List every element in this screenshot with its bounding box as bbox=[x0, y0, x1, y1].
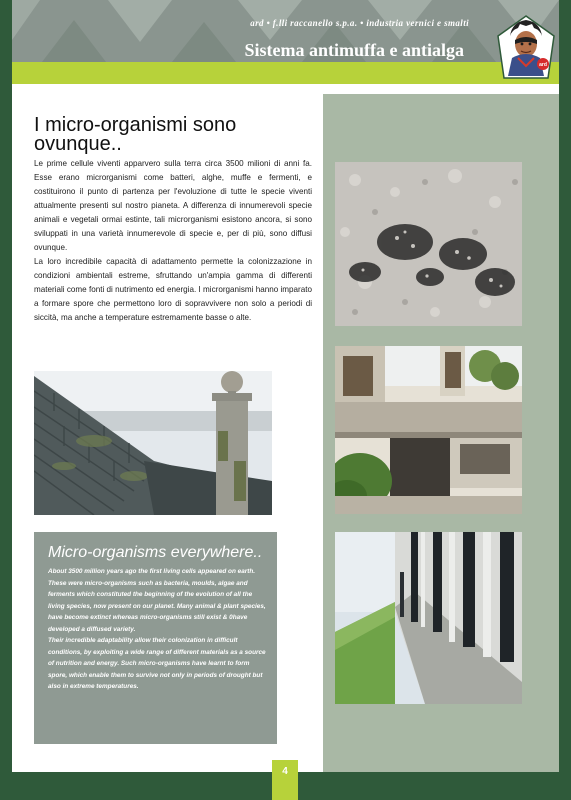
header-lime-band bbox=[12, 62, 559, 84]
page-border-right bbox=[559, 0, 571, 800]
english-summary-title: Micro-organisms everywhere.. bbox=[48, 544, 263, 561]
article-heading: I micro-organismi sono ovunque.. bbox=[34, 114, 237, 155]
english-summary-box bbox=[34, 532, 277, 744]
header-band bbox=[12, 0, 559, 62]
mould-texture-photo bbox=[335, 162, 522, 326]
article-paragraph: La loro incredibile capacità di adattamento permette la colonizzazione in condizioni ambientali estreme, sfruttando un'ampia gamma di differenti materiali come fonti di nutrimento ed energia. I microrganismi hanno imparato a formare spore che permettono loro di sopravvivere non solo a periodi di siccità, ma anche a temperature estremamente basse o alte. bbox=[34, 257, 312, 322]
english-summary-paragraph: About 3500 million years ago the first living cells appeared on earth. These were micro-organisms such as bacteria, moulds, algae and ferments which constituted the beginning of the evolution of all the living species, now present on our planet. Many animal & plant species, have become extinct whereas micro-organisms still exist & 0have developed a diffused variety. bbox=[48, 568, 266, 633]
english-summary-paragraph: Their incredible adaptability allow their colonization in difficult conditions, by exploiting a wide range of different materials as a source of nutrition and energy. Such micro-organisms have learnt to form spore, which enable them to survive not only in periods of drought but also in extreme temperatures. bbox=[48, 637, 266, 690]
company-tagline: ard • f.lli raccanello s.p.a. • industria vernici e smalti bbox=[250, 18, 469, 28]
facade-wall-photo bbox=[335, 532, 522, 704]
svg-text:ard: ard bbox=[539, 62, 547, 68]
brand-logo-icon bbox=[496, 14, 556, 80]
page-title: Sistema antimuffa e antialga bbox=[244, 40, 464, 60]
roof-chimney-photo bbox=[34, 371, 272, 515]
english-summary-body bbox=[48, 566, 268, 693]
article-body bbox=[34, 157, 312, 325]
page-border-left bbox=[0, 0, 12, 800]
header-separator bbox=[12, 84, 559, 94]
page-number-box bbox=[272, 760, 298, 800]
article-paragraph: Le prime cellule viventi apparvero sulla terra circa 3500 milioni di anni fa. Esse erano microrganismi come batteri, alghe, muffe e fermenti, e costituirono il punto di partenza per l'evoluzione di tutte le specie viventi attualmente presenti sul nostro pianeta. A differenza di innumerevoli specie animali e vegetali ormai estinte, tali microrganismi esistono ancora, si sono sviluppati in una varietà innumerevole di specie e, per di più, sono diffusi ovunque. bbox=[34, 159, 312, 252]
building-balcony-photo bbox=[335, 346, 522, 514]
page-number: 4 bbox=[282, 766, 288, 777]
